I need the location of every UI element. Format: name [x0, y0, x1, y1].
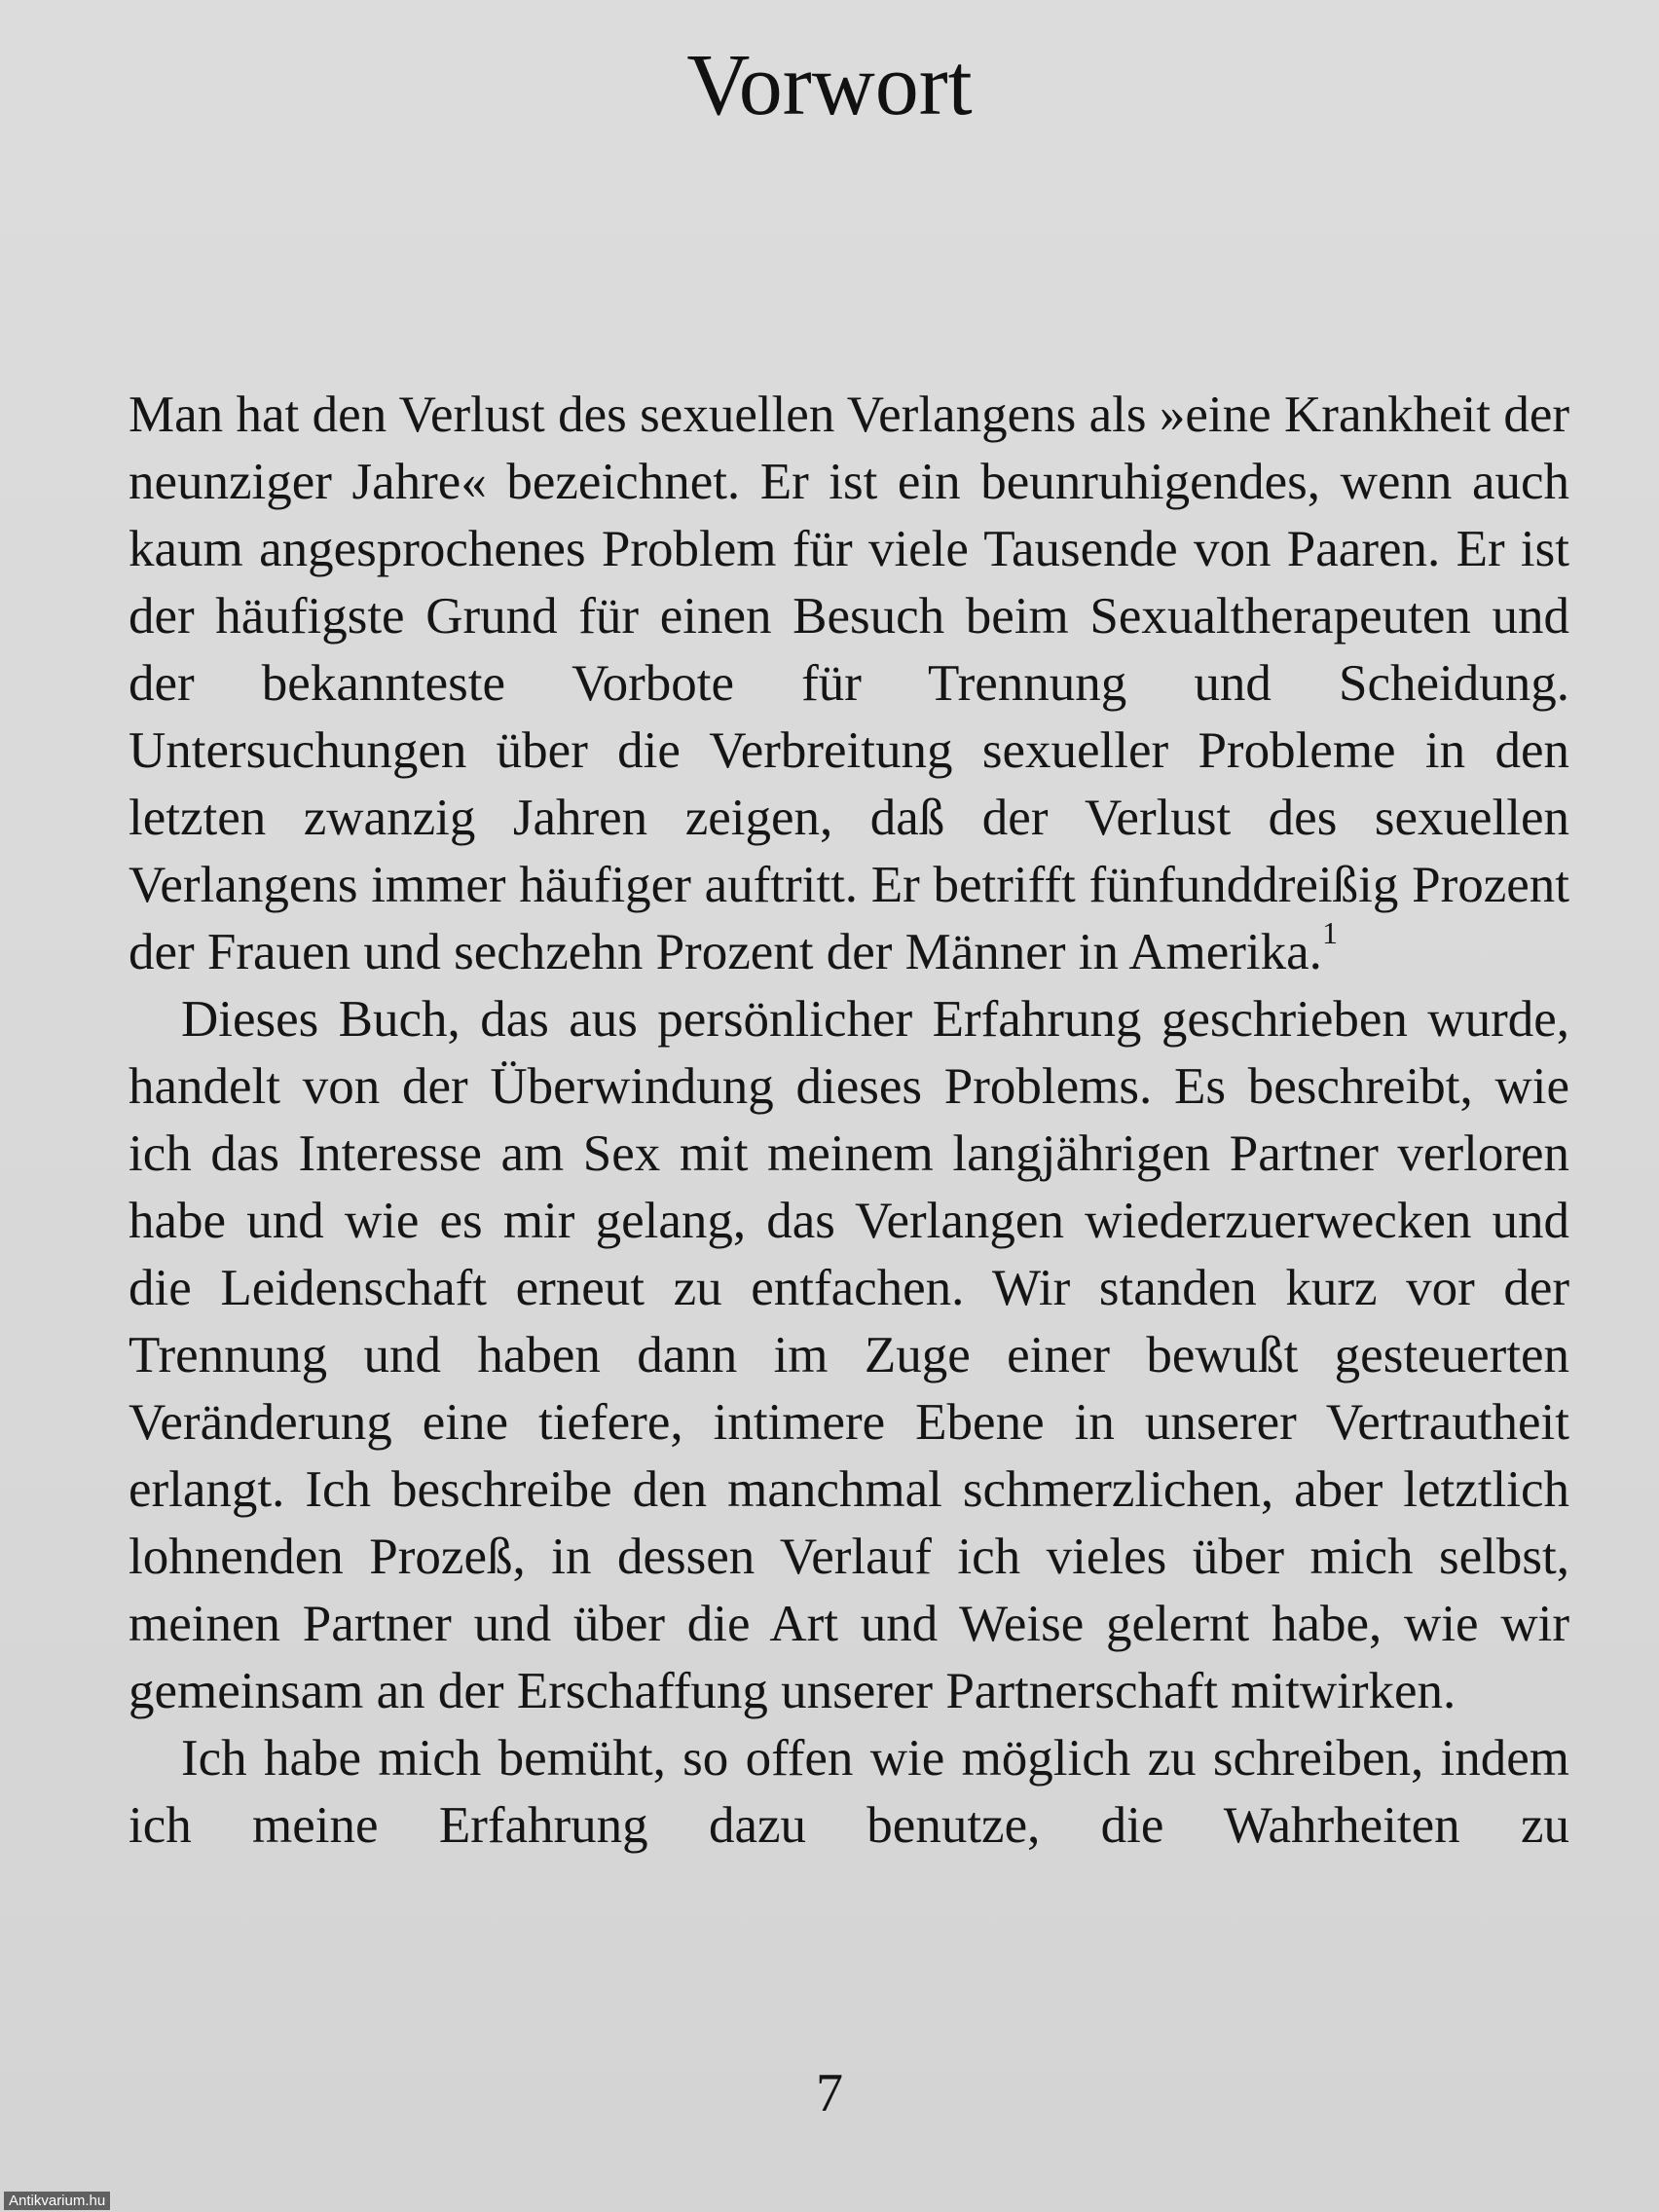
- page-number: 7: [816, 2063, 843, 2123]
- page-title: Vorwort: [686, 37, 973, 133]
- watermark: Antikvarium.hu: [4, 2192, 110, 2210]
- paragraph-1: [129, 382, 1569, 986]
- footnote-reference: 1: [1321, 915, 1338, 950]
- body-text: [129, 382, 1569, 1860]
- paragraph-3: Ich habe mich bemüht, so offen wie möglich zu schreiben, indem ich meine Erfahrung dazu benutze, die Wahrheiten zu: [129, 1730, 1569, 1854]
- paragraph-2: Dieses Buch, das aus persönlicher Erfahrung geschrieben wurde, handelt von der Überwindung dieses Problems. Es beschreibt, wie ich das Interesse am Sex mit meinem langjährigen Partner verloren habe und wie es mir gelang, das Verlangen wiederzuerwecken und die Leidenschaft erneut zu entfachen. Wir standen kurz vor der Trennung und haben dann im Zuge einer bewußt gesteuerten Veränderung eine tiefere, intimere Ebene in unserer Vertrautheit erlangt. Ich beschreibe den manchmal schmerzlichen, aber letztlich lohnenden Prozeß, in dessen Verlauf ich vieles über mich selbst, meinen Partner und über die Art und Weise gelernt habe, wie wir gemeinsam an der Erschaffung unserer Partnerschaft mitwirken.: [129, 991, 1569, 1719]
- paragraph-1-text: Man hat den Verlust des sexuellen Verlangens als »eine Krankheit der neunziger Jahre« bezeichnet. Er ist ein beunruhigendes, wenn auch kaum angesprochenes Problem für viele Tausende von Paaren. Er ist der häufigste Grund für einen Besuch beim Sexualtherapeuten und der bekannteste Vorbote für Trennung und Scheidung. Untersuchungen über die Verbreitung sexueller Probleme in den letzten zwanzig Jahren zeigen, daß der Verlust des sexuellen Verlangens immer häufiger auftritt. Er betrifft fünfunddreißig Prozent der Frauen und sechzehn Prozent der Männer in Amerika.: [129, 387, 1569, 980]
